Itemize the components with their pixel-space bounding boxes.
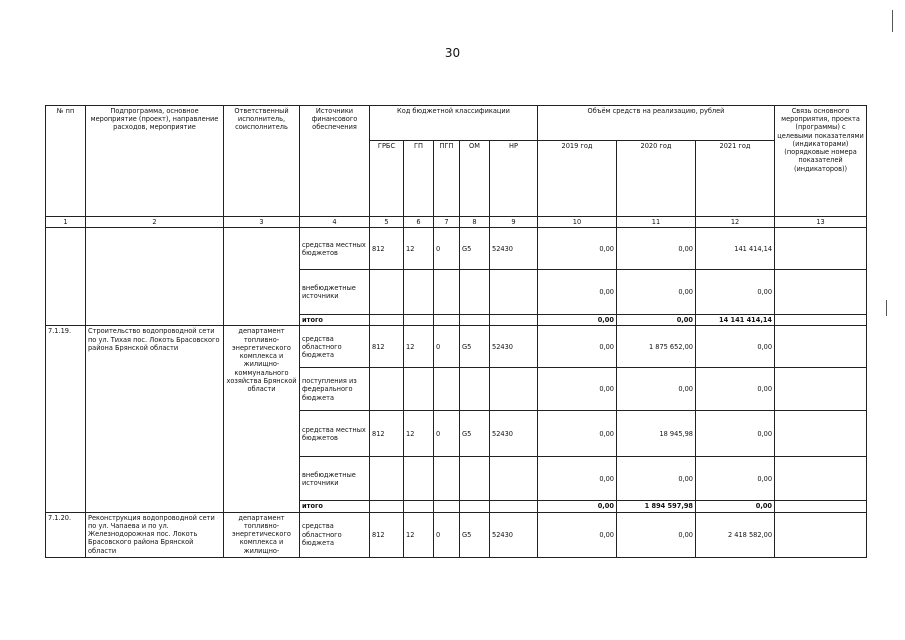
item-responsible: департамент топливно-энергетического комплекса и жилищно-коммунального хозяйства Брянской области	[224, 326, 300, 512]
header-2019: 2019 год	[538, 140, 617, 216]
header-om: ОМ	[460, 140, 490, 216]
item-number: 7.1.19.	[46, 326, 86, 512]
cell-gp: 12	[404, 326, 434, 368]
item-number: 7.1.20.	[46, 512, 86, 557]
total-2019: 0,00	[538, 501, 617, 512]
header-np: НР	[490, 140, 538, 216]
cell-link	[775, 512, 867, 557]
header-subprogram: Подпрограмма, основное мероприятие (проект), направление расходов, мероприятие	[86, 106, 224, 217]
cell-2021: 0,00	[696, 411, 775, 457]
cell-2020: 0,00	[617, 368, 696, 411]
cell-np: 52430	[490, 411, 538, 457]
cell-np	[490, 270, 538, 315]
cell-2020: 0,00	[617, 457, 696, 501]
cell-2021: 141 414,14	[696, 228, 775, 270]
col-number: 3	[224, 217, 300, 228]
total-2020: 0,00	[617, 315, 696, 326]
header-budget-code: Код бюджетной классификации	[370, 106, 538, 141]
cell-pgp: 0	[434, 228, 460, 270]
cell-source: средства областного бюджета	[300, 326, 370, 368]
table-row	[46, 512, 867, 557]
col-number: 11	[617, 217, 696, 228]
cell-pgp: 0	[434, 326, 460, 368]
cell-link	[775, 326, 867, 368]
cell-2021: 0,00	[696, 326, 775, 368]
col-number: 9	[490, 217, 538, 228]
header-source: Источники финансового обеспечения	[300, 106, 370, 217]
cell-2019: 0,00	[538, 512, 617, 557]
cell-grbs: 812	[370, 326, 404, 368]
header-2020: 2020 год	[617, 140, 696, 216]
cell-2019: 0,00	[538, 326, 617, 368]
col-number: 6	[404, 217, 434, 228]
header-row	[46, 106, 867, 141]
cell-link	[775, 411, 867, 457]
cell-om: G5	[460, 228, 490, 270]
col-number: 8	[460, 217, 490, 228]
header-pgp: ПГП	[434, 140, 460, 216]
col-number: 10	[538, 217, 617, 228]
cell-2020: 0,00	[617, 228, 696, 270]
item-responsible: департамент топливно-энергетического комплекса и жилищно-	[224, 512, 300, 557]
cell-link	[775, 457, 867, 501]
scan-mark	[886, 300, 887, 316]
cell-responsible	[224, 228, 300, 326]
cell-np: 52430	[490, 512, 538, 557]
header-funds: Объём средств на реализацию, рублей	[538, 106, 775, 141]
cell-pgp: 0	[434, 411, 460, 457]
cell-2019: 0,00	[538, 457, 617, 501]
cell-grbs: 812	[370, 228, 404, 270]
budget-table	[45, 105, 867, 558]
cell-pgp: 0	[434, 512, 460, 557]
cell-np: 52430	[490, 326, 538, 368]
cell-pgp	[434, 270, 460, 315]
header-gp: ГП	[404, 140, 434, 216]
cell-om: G5	[460, 326, 490, 368]
total-2021: 0,00	[696, 501, 775, 512]
total-2021: 14 141 414,14	[696, 315, 775, 326]
item-name: Строительство водопроводной сети по ул. Тихая пос. Локоть Брасовского района Брянской области	[86, 326, 224, 512]
header-num: № пп	[46, 106, 86, 217]
cell-grbs: 812	[370, 411, 404, 457]
cell-source: внебюджетные источники	[300, 457, 370, 501]
cell-source: поступления из федерального бюджета	[300, 368, 370, 411]
table-row	[46, 228, 867, 270]
item-name: Реконструкция водопроводной сети по ул. Чапаева и по ул. Железнодорожная пос. Локоть Брасовского района Брянской области	[86, 512, 224, 557]
total-2020: 1 894 597,98	[617, 501, 696, 512]
header-responsible: Ответственный исполнитель, соисполнитель	[224, 106, 300, 217]
col-number: 2	[86, 217, 224, 228]
cell-grbs	[370, 270, 404, 315]
cell-2019: 0,00	[538, 228, 617, 270]
col-number: 12	[696, 217, 775, 228]
scan-mark	[892, 10, 893, 32]
cell-2021: 0,00	[696, 368, 775, 411]
cell-2021: 0,00	[696, 270, 775, 315]
cell-np: 52430	[490, 228, 538, 270]
cell-om: G5	[460, 411, 490, 457]
total-2019: 0,00	[538, 315, 617, 326]
cell-2019: 0,00	[538, 411, 617, 457]
cell-link	[775, 270, 867, 315]
cell-gp	[404, 270, 434, 315]
cell-num	[46, 228, 86, 326]
cell-om: G5	[460, 512, 490, 557]
cell-gp: 12	[404, 228, 434, 270]
page-number: 30	[444, 46, 461, 60]
col-number: 4	[300, 217, 370, 228]
cell-2020: 1 875 652,00	[617, 326, 696, 368]
cell-2020: 0,00	[617, 270, 696, 315]
cell-source: средства местных бюджетов	[300, 411, 370, 457]
cell-2019: 0,00	[538, 270, 617, 315]
col-number: 5	[370, 217, 404, 228]
header-2021: 2021 год	[696, 140, 775, 216]
col-number: 7	[434, 217, 460, 228]
cell-2021: 2 418 582,00	[696, 512, 775, 557]
cell-gp: 12	[404, 411, 434, 457]
cell-gp: 12	[404, 512, 434, 557]
header-link: Связь основного мероприятия, проекта (программы) с целевыми показателями (индикаторами) (порядковые номера показателей (индикаторов))	[775, 106, 867, 217]
cell-source: средства областного бюджета	[300, 512, 370, 557]
col-number: 1	[46, 217, 86, 228]
table-row	[46, 326, 867, 368]
cell-name	[86, 228, 224, 326]
cell-2019: 0,00	[538, 368, 617, 411]
total-label: итого	[300, 501, 370, 512]
cell-2020: 0,00	[617, 512, 696, 557]
cell-source: средства местных бюджетов	[300, 228, 370, 270]
header-grbs: ГРБС	[370, 140, 404, 216]
cell-om	[460, 270, 490, 315]
cell-link	[775, 368, 867, 411]
cell-source: внебюджетные источники	[300, 270, 370, 315]
column-number-row	[46, 217, 867, 228]
col-number: 13	[775, 217, 867, 228]
cell-grbs: 812	[370, 512, 404, 557]
cell-2020: 18 945,98	[617, 411, 696, 457]
total-label: итого	[300, 315, 370, 326]
cell-link	[775, 228, 867, 270]
cell-2021: 0,00	[696, 457, 775, 501]
